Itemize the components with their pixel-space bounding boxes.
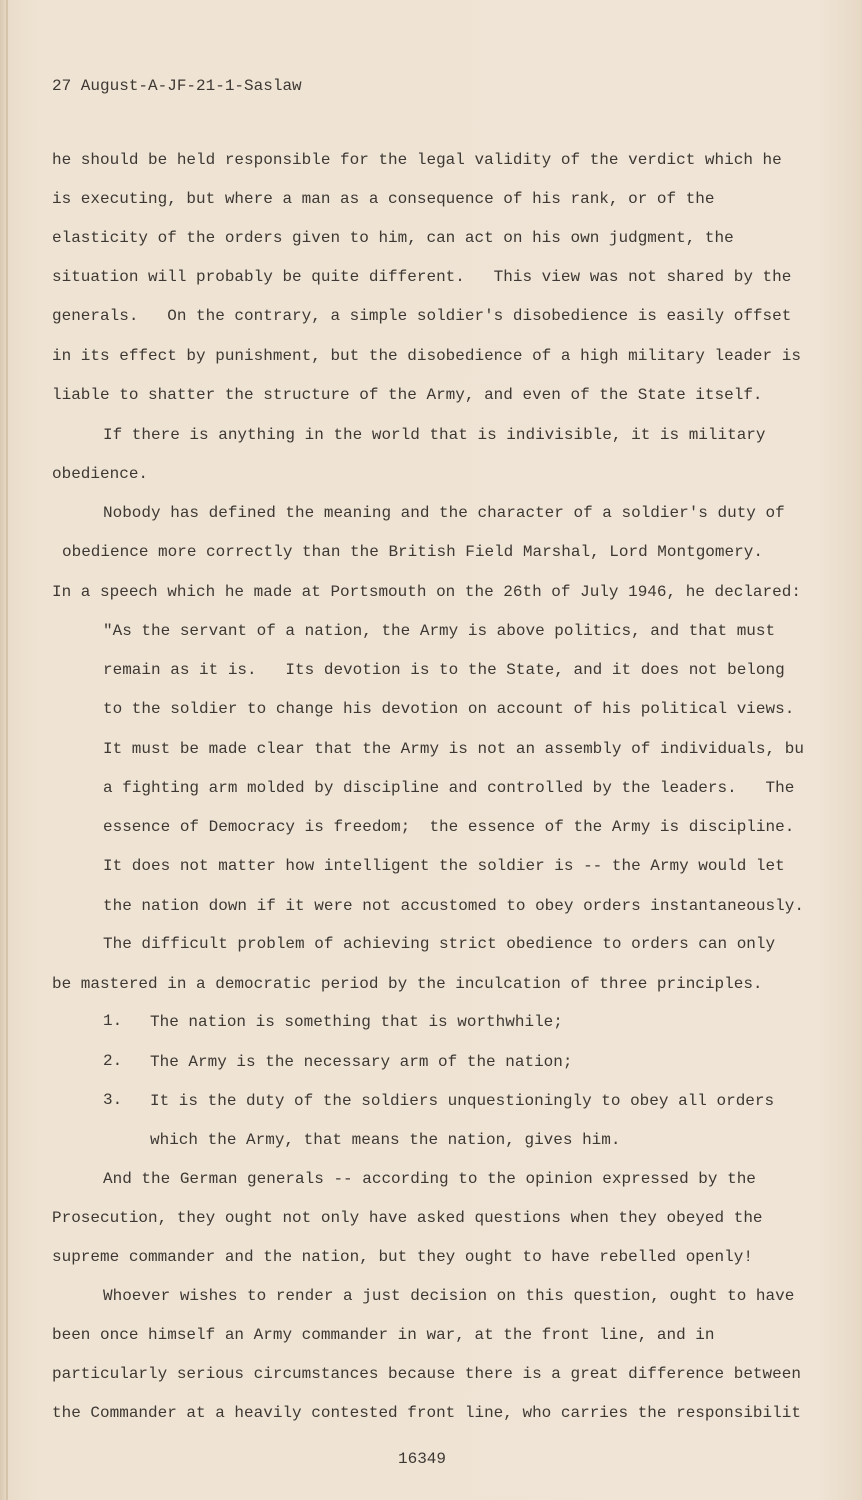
text-line: he should be held responsible for the legal validity of the verdict which he [52,151,782,169]
text-line: In a speech which he made at Portsmouth on the 26th of July 1946, he declared: [52,583,801,601]
quote-line: remain as it is. Its devotion is to the State, and it does not belong [103,661,785,679]
list-number: 3. [103,1091,123,1109]
text-line: generals. On the contrary, a simple soldier's disobedience is easily offset [52,307,792,325]
list-item: The Army is the necessary arm of the nation; [150,1053,573,1071]
text-line: Whoever wishes to render a just decision on this question, ought to have [103,1287,795,1305]
text-line: obedience. [52,465,149,483]
text-line: particularly serious circumstances because there is a great difference between [52,1365,801,1383]
quote-line: It does not matter how intelligent the soldier is -- the Army would let [103,857,785,875]
text-line: obedience more correctly than the British Field Marshal, Lord Montgomery. [62,543,763,561]
text-line: the Commander at a heavily contested front line, who carries the responsibilit [52,1404,801,1422]
list-item: It is the duty of the soldiers unquestioningly to obey all orders [150,1092,775,1110]
quote-line: It must be made clear that the Army is not an assembly of individuals, bu [103,740,804,758]
quote-line: the nation down if it were not accustomed to obey orders instantaneously. [103,897,804,915]
text-line: Nobody has defined the meaning and the character of a soldier's duty of [103,504,785,522]
text-line: And the German generals -- according to the opinion expressed by the [103,1170,756,1188]
text-line: If there is anything in the world that is indivisible, it is military [103,426,766,444]
list-item: The nation is something that is worthwhile; [150,1013,563,1031]
text-line: elasticity of the orders given to him, can act on his own judgment, the [52,229,734,247]
text-line: supreme commander and the nation, but they ought to have rebelled openly! [52,1248,753,1266]
quote-line: be mastered in a democratic period by the inculcation of three principles. [52,975,763,993]
quote-line: "As the servant of a nation, the Army is above politics, and that must [103,622,776,640]
quote-line: essence of Democracy is freedom; the essence of the Army is discipline. [103,818,795,836]
text-line: Prosecution, they ought not only have asked questions when they obeyed the [52,1209,763,1227]
text-line: is executing, but where a man as a consequence of his rank, or of the [52,190,715,208]
page-number: 16349 [398,1450,447,1468]
quote-line: to the soldier to change his devotion on account of his political views. [103,700,795,718]
quote-line: a fighting arm molded by discipline and controlled by the leaders. The [103,779,795,797]
document-header: 27 August-A-JF-21-1-Saslaw [52,77,302,95]
text-line: been once himself an Army commander in war, at the front line, and in [52,1326,715,1344]
text-line: situation will probably be quite different. This view was not shared by the [52,268,792,286]
list-number: 1. [103,1012,123,1030]
list-item: which the Army, that means the nation, gives him. [150,1131,621,1149]
list-number: 2. [103,1052,123,1070]
text-line: in its effect by punishment, but the disobedience of a high military leader is [52,347,801,365]
text-line: liable to shatter the structure of the Army, and even of the State itself. [52,386,763,404]
torn-edge [6,0,8,1500]
quote-line: The difficult problem of achieving strict obedience to orders can only [103,935,776,953]
